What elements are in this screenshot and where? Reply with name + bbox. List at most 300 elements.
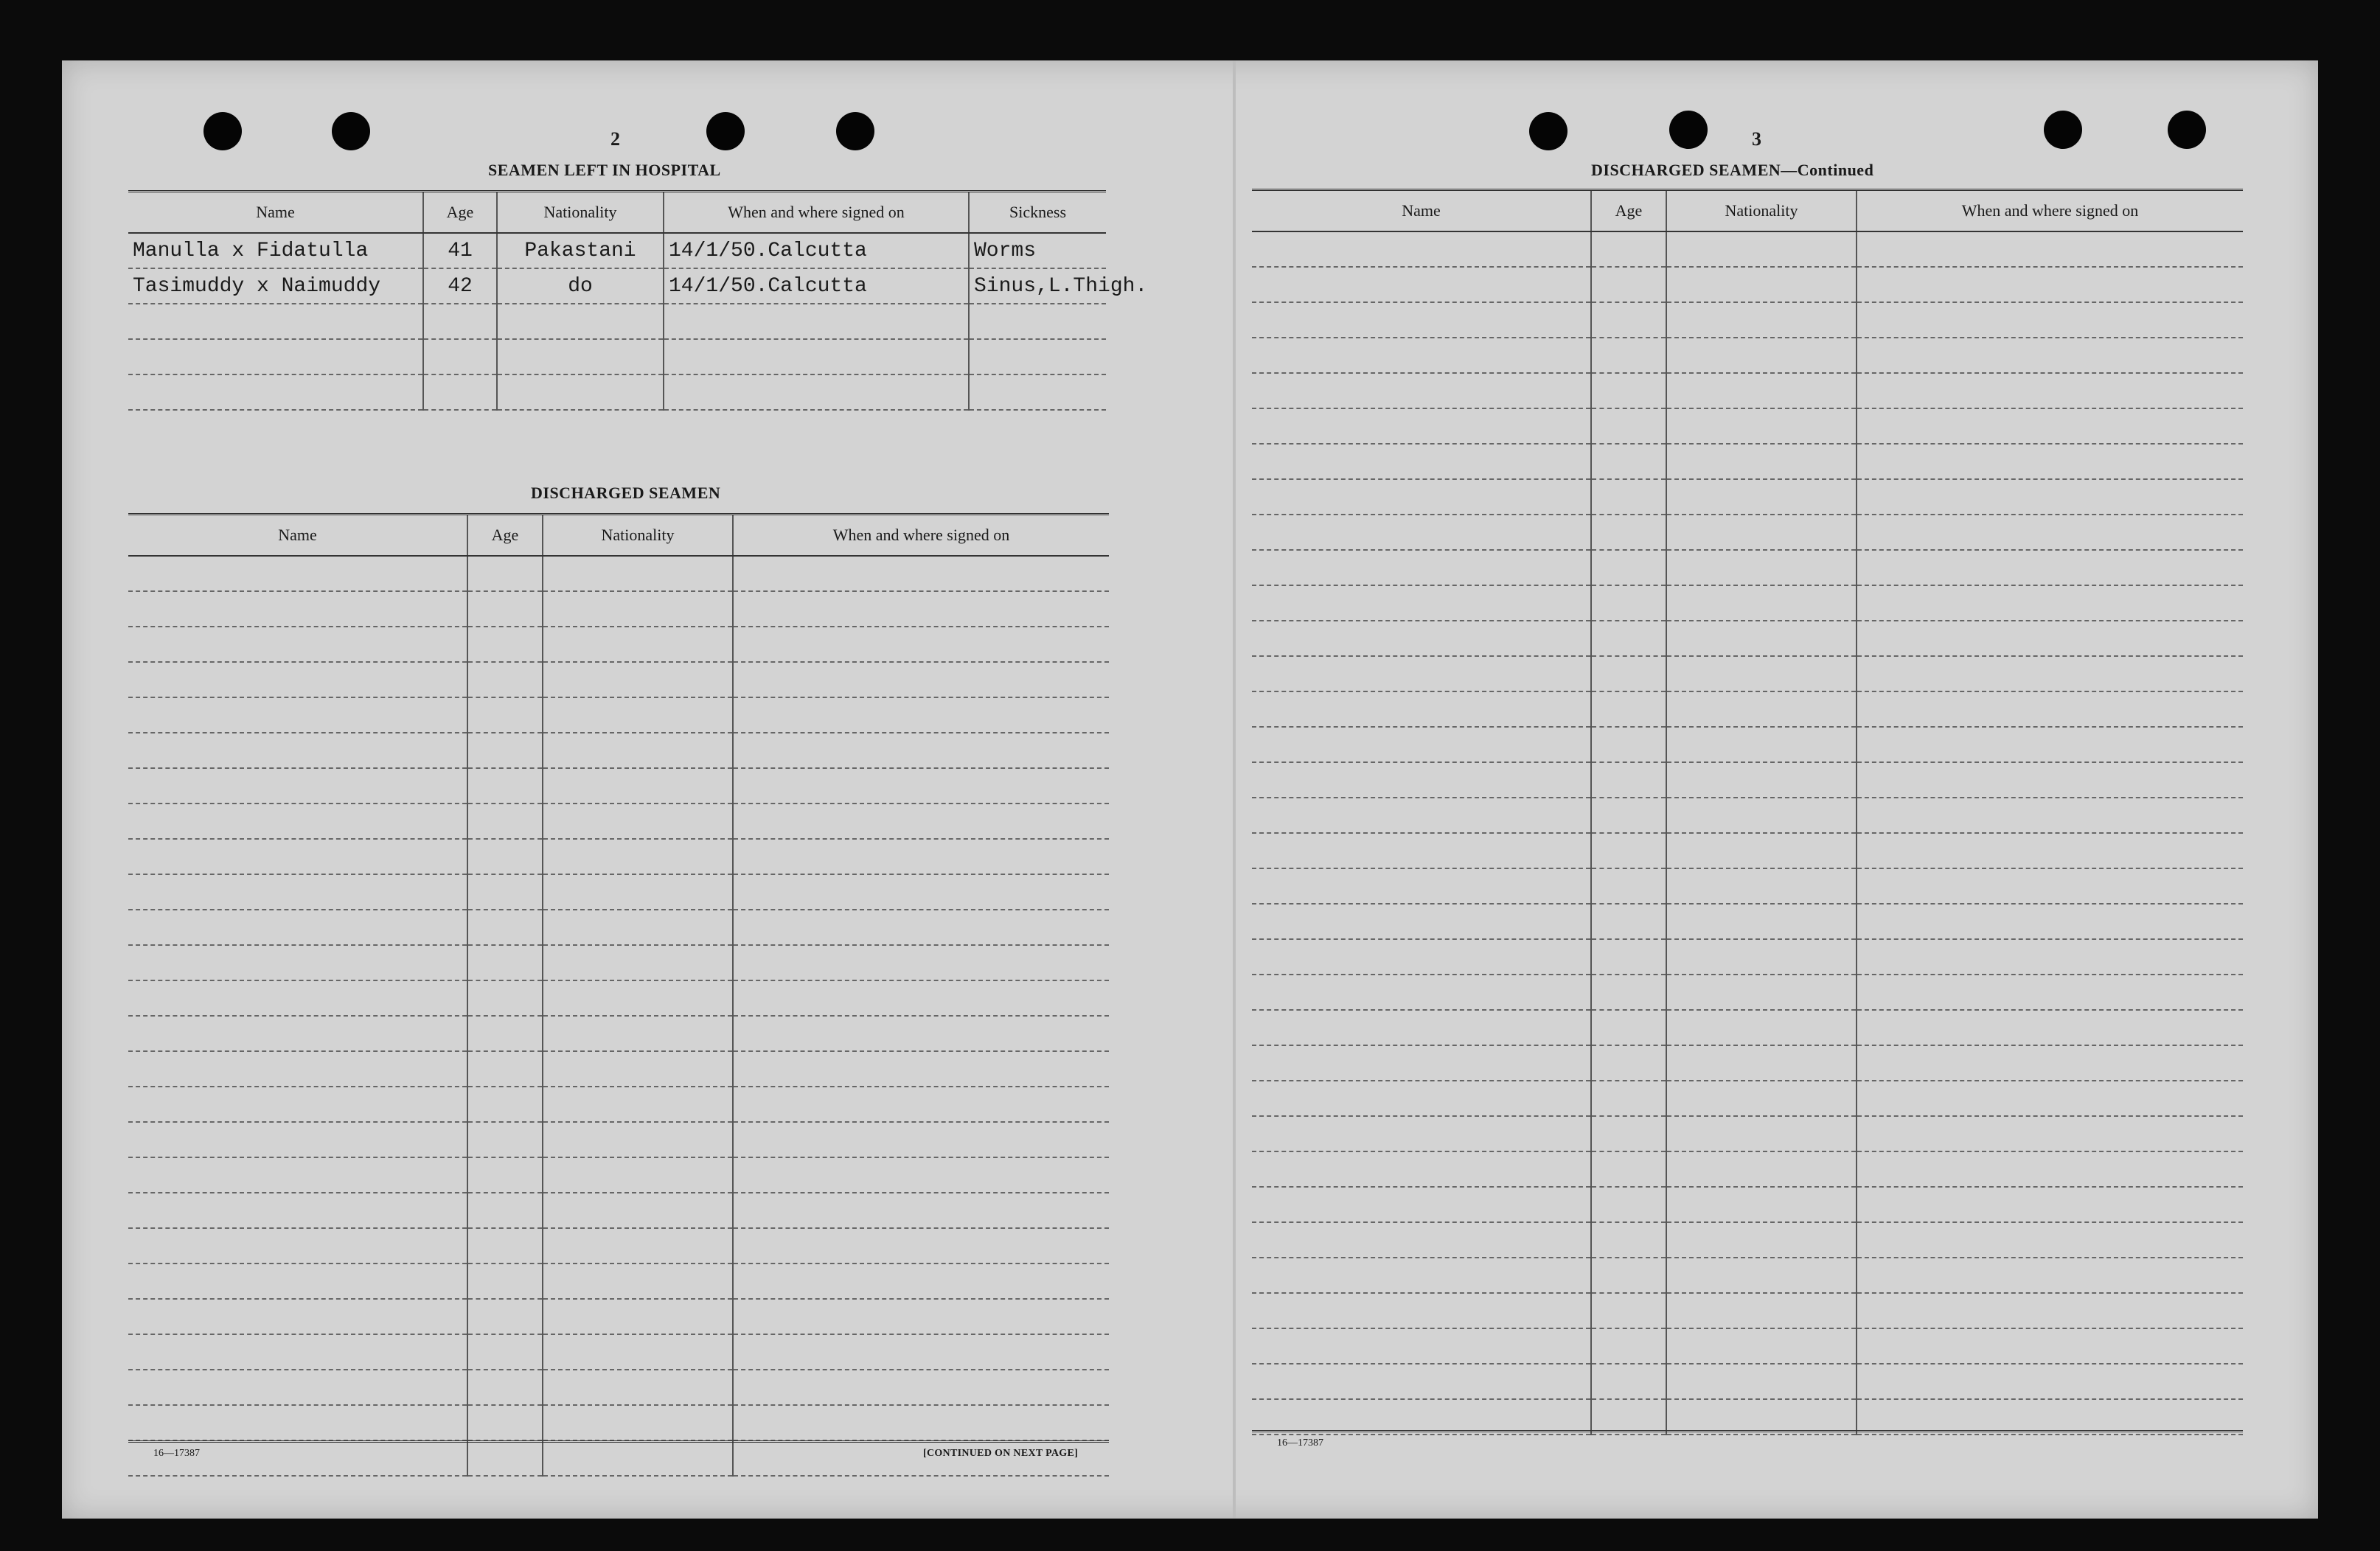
blank-row (1252, 656, 2243, 691)
blank-cell (128, 1051, 467, 1087)
blank-row (1252, 1258, 2243, 1293)
cell-name (128, 339, 423, 374)
blank-cell (1666, 868, 1857, 904)
table-row (128, 374, 1106, 410)
blank-cell (128, 1157, 467, 1193)
blank-cell (128, 1405, 467, 1440)
blank-cell (1591, 621, 1666, 656)
blank-row (1252, 1187, 2243, 1222)
blank-cell (1666, 231, 1857, 267)
blank-cell (543, 1264, 733, 1299)
cell-signed-on: 14/1/50.Calcutta (664, 233, 969, 268)
cell-age (423, 374, 497, 410)
blank-cell (1591, 1222, 1666, 1258)
blank-row (128, 733, 1109, 768)
blank-cell (733, 1228, 1109, 1264)
blank-cell (1857, 868, 2243, 904)
blank-cell (1666, 727, 1857, 762)
blank-cell (543, 733, 733, 768)
blank-cell (543, 1228, 733, 1264)
blank-cell (543, 1370, 733, 1405)
blank-cell (1857, 1151, 2243, 1187)
blank-cell (1857, 408, 2243, 444)
blank-cell (467, 804, 543, 839)
punch-hole (2044, 111, 2082, 149)
column-header-signed-on: When and where signed on (733, 515, 1109, 557)
blank-row (1252, 373, 2243, 408)
blank-cell (1666, 1010, 1857, 1045)
blank-cell (543, 1087, 733, 1122)
cell-age (423, 339, 497, 374)
blank-cell (1252, 338, 1591, 373)
blank-cell (128, 1193, 467, 1228)
blank-cell (1252, 1222, 1591, 1258)
blank-cell (733, 1334, 1109, 1370)
page-number: 2 (610, 128, 620, 150)
blank-cell (467, 591, 543, 627)
blank-cell (128, 874, 467, 910)
blank-cell (128, 1299, 467, 1334)
blank-cell (1591, 550, 1666, 585)
blank-cell (128, 910, 467, 945)
blank-cell (733, 627, 1109, 662)
blank-cell (1252, 231, 1591, 267)
blank-cell (1591, 868, 1666, 904)
cell-nationality (497, 304, 664, 339)
blank-row (128, 1334, 1109, 1370)
blank-cell (1666, 479, 1857, 515)
blank-cell (1252, 762, 1591, 798)
blank-cell (467, 1016, 543, 1051)
cell-age: 42 (423, 268, 497, 304)
blank-row (1252, 231, 2243, 267)
blank-cell (1252, 691, 1591, 727)
blank-row (128, 1193, 1109, 1228)
table-row (128, 339, 1106, 374)
blank-cell (1857, 1010, 2243, 1045)
blank-row (1252, 408, 2243, 444)
blank-cell (733, 1087, 1109, 1122)
blank-row (1252, 302, 2243, 338)
blank-cell (1591, 1151, 1666, 1187)
blank-row (128, 556, 1109, 591)
blank-row (128, 768, 1109, 804)
blank-cell (543, 945, 733, 980)
blank-cell (1591, 762, 1666, 798)
blank-cell (1252, 621, 1591, 656)
blank-cell (1252, 1081, 1591, 1116)
column-header-signed-on: When and where signed on (664, 192, 969, 234)
blank-row (1252, 1328, 2243, 1364)
blank-cell (1857, 1045, 2243, 1081)
blank-cell (1857, 479, 2243, 515)
blank-cell (128, 1087, 467, 1122)
document-sheet (62, 60, 2318, 1519)
blank-cell (1252, 1010, 1591, 1045)
blank-cell (1666, 1399, 1857, 1435)
blank-cell (1252, 408, 1591, 444)
blank-cell (1252, 1187, 1591, 1222)
cell-name (128, 304, 423, 339)
cell-sickness: Worms (969, 233, 1106, 268)
blank-cell (1857, 762, 2243, 798)
blank-cell (1252, 1293, 1591, 1328)
blank-cell (1857, 621, 2243, 656)
blank-cell (1857, 515, 2243, 550)
blank-cell (1252, 1258, 1591, 1293)
blank-cell (467, 1264, 543, 1299)
blank-cell (733, 1193, 1109, 1228)
blank-cell (1252, 1151, 1591, 1187)
blank-cell (1591, 798, 1666, 833)
bottom-rule (1252, 1430, 2243, 1432)
blank-cell (1857, 1364, 2243, 1399)
table-row (128, 268, 1106, 304)
blank-cell (733, 945, 1109, 980)
blank-cell (1591, 444, 1666, 479)
blank-cell (1252, 1116, 1591, 1151)
blank-cell (733, 874, 1109, 910)
discharged-table-right (1252, 189, 2243, 1435)
blank-cell (543, 591, 733, 627)
blank-cell (128, 1264, 467, 1299)
table-header-row (1252, 190, 2243, 232)
blank-cell (543, 839, 733, 874)
blank-cell (1591, 1399, 1666, 1435)
cell-sickness: Sinus,L.Thigh. (969, 268, 1106, 304)
blank-cell (1666, 975, 1857, 1010)
blank-row (1252, 515, 2243, 550)
blank-row (128, 1370, 1109, 1405)
blank-cell (543, 980, 733, 1016)
blank-cell (1252, 444, 1591, 479)
blank-row (128, 1264, 1109, 1299)
blank-cell (733, 1370, 1109, 1405)
blank-cell (543, 1405, 733, 1440)
blank-cell (128, 804, 467, 839)
blank-row (128, 662, 1109, 697)
blank-cell (543, 1334, 733, 1370)
blank-row (128, 1016, 1109, 1051)
blank-cell (1666, 1364, 1857, 1399)
blank-row (128, 1299, 1109, 1334)
blank-cell (1591, 975, 1666, 1010)
blank-cell (1591, 302, 1666, 338)
blank-cell (1252, 904, 1591, 939)
blank-cell (1666, 408, 1857, 444)
blank-cell (1857, 1328, 2243, 1364)
blank-row (128, 1405, 1109, 1440)
blank-cell (543, 627, 733, 662)
column-header-age: Age (423, 192, 497, 234)
blank-cell (1666, 1151, 1857, 1187)
blank-cell (1857, 1081, 2243, 1116)
blank-cell (1252, 727, 1591, 762)
blank-cell (1857, 939, 2243, 975)
blank-cell (543, 662, 733, 697)
blank-cell (128, 733, 467, 768)
blank-cell (1857, 1222, 2243, 1258)
blank-row (128, 804, 1109, 839)
blank-cell (128, 1228, 467, 1264)
blank-cell (1591, 1364, 1666, 1399)
bottom-rule (128, 1440, 1109, 1443)
blank-cell (1252, 833, 1591, 868)
blank-cell (543, 1122, 733, 1157)
blank-cell (467, 1157, 543, 1193)
blank-cell (128, 697, 467, 733)
blank-cell (1666, 1293, 1857, 1328)
blank-cell (1252, 585, 1591, 621)
blank-cell (467, 910, 543, 945)
blank-row (1252, 338, 2243, 373)
blank-cell (1666, 515, 1857, 550)
blank-row (1252, 444, 2243, 479)
column-header-name: Name (1252, 190, 1591, 232)
blank-cell (1666, 1081, 1857, 1116)
blank-cell (543, 1157, 733, 1193)
cell-nationality (497, 339, 664, 374)
blank-cell (1591, 515, 1666, 550)
blank-cell (1857, 904, 2243, 939)
blank-cell (1666, 1328, 1857, 1364)
blank-row (128, 591, 1109, 627)
cell-signed-on (664, 339, 969, 374)
blank-cell (733, 768, 1109, 804)
punch-hole (1669, 111, 1708, 149)
blank-cell (733, 1264, 1109, 1299)
blank-row (1252, 1293, 2243, 1328)
blank-row (1252, 1116, 2243, 1151)
blank-cell (1666, 621, 1857, 656)
blank-cell (1857, 1187, 2243, 1222)
blank-row (128, 697, 1109, 733)
blank-cell (1857, 975, 2243, 1010)
blank-cell (733, 697, 1109, 733)
blank-cell (128, 556, 467, 591)
blank-row (1252, 762, 2243, 798)
blank-cell (467, 1051, 543, 1087)
blank-cell (1857, 550, 2243, 585)
blank-row (1252, 868, 2243, 904)
blank-cell (1666, 939, 1857, 975)
blank-row (128, 1087, 1109, 1122)
blank-cell (1666, 1045, 1857, 1081)
blank-cell (1591, 1293, 1666, 1328)
blank-cell (467, 980, 543, 1016)
cell-nationality: Pakastani (497, 233, 664, 268)
discharged-table-left (128, 513, 1109, 1477)
blank-cell (1666, 373, 1857, 408)
blank-cell (1252, 373, 1591, 408)
cell-nationality (497, 374, 664, 410)
blank-cell (543, 910, 733, 945)
blank-cell (1252, 515, 1591, 550)
blank-cell (128, 1334, 467, 1370)
blank-cell (467, 556, 543, 591)
blank-row (128, 910, 1109, 945)
blank-cell (1591, 727, 1666, 762)
blank-cell (1252, 1328, 1591, 1364)
punch-hole (2168, 111, 2206, 149)
blank-cell (1591, 939, 1666, 975)
blank-cell (1591, 1187, 1666, 1222)
blank-cell (1666, 550, 1857, 585)
blank-row (128, 1122, 1109, 1157)
column-header-age: Age (1591, 190, 1666, 232)
blank-cell (128, 591, 467, 627)
blank-row (1252, 975, 2243, 1010)
blank-cell (1252, 302, 1591, 338)
blank-cell (733, 1122, 1109, 1157)
blank-cell (1857, 1258, 2243, 1293)
blank-cell (543, 1016, 733, 1051)
blank-row (1252, 1364, 2243, 1399)
blank-cell (1857, 833, 2243, 868)
blank-cell (1591, 479, 1666, 515)
blank-cell (1591, 904, 1666, 939)
cell-signed-on: 14/1/50.Calcutta (664, 268, 969, 304)
discharged-continued-title (1591, 161, 1873, 180)
blank-cell (128, 627, 467, 662)
blank-cell (1591, 1045, 1666, 1081)
blank-cell (543, 1051, 733, 1087)
blank-row (128, 1228, 1109, 1264)
blank-cell (1857, 444, 2243, 479)
blank-row (1252, 727, 2243, 762)
blank-cell (467, 662, 543, 697)
punch-hole (203, 112, 242, 150)
column-header-signed-on: When and where signed on (1857, 190, 2243, 232)
blank-cell (128, 768, 467, 804)
blank-cell (1252, 1399, 1591, 1435)
blank-cell (543, 1299, 733, 1334)
cell-nationality: do (497, 268, 664, 304)
cell-sickness (969, 374, 1106, 410)
cell-name: Tasimuddy x Naimuddy (128, 268, 423, 304)
blank-cell (467, 1440, 543, 1476)
blank-cell (1252, 656, 1591, 691)
blank-cell (1857, 373, 2243, 408)
blank-cell (733, 1299, 1109, 1334)
hospital-table (128, 190, 1148, 411)
blank-cell (1666, 267, 1857, 302)
blank-cell (1591, 1010, 1666, 1045)
blank-cell (1666, 833, 1857, 868)
column-header-name: Name (128, 515, 467, 557)
cell-sickness (969, 339, 1106, 374)
blank-cell (1252, 975, 1591, 1010)
blank-cell (467, 1370, 543, 1405)
blank-cell (128, 839, 467, 874)
blank-cell (1857, 338, 2243, 373)
blank-cell (1591, 585, 1666, 621)
blank-row (1252, 585, 2243, 621)
blank-cell (1666, 1258, 1857, 1293)
blank-row (1252, 621, 2243, 656)
blank-cell (1666, 338, 1857, 373)
blank-cell (543, 874, 733, 910)
blank-cell (1252, 479, 1591, 515)
blank-cell (1591, 338, 1666, 373)
blank-cell (467, 627, 543, 662)
blank-cell (1666, 904, 1857, 939)
blank-row (1252, 479, 2243, 515)
blank-row (1252, 1010, 2243, 1045)
cell-age: 41 (423, 233, 497, 268)
blank-row (128, 627, 1109, 662)
blank-cell (1857, 1399, 2243, 1435)
blank-cell (1591, 833, 1666, 868)
column-header-sickness: Sickness (969, 192, 1106, 234)
blank-row (1252, 1399, 2243, 1435)
blank-cell (1857, 798, 2243, 833)
hospital-section-title: SEAMEN LEFT IN HOSPITAL (488, 161, 721, 179)
blank-cell (1591, 408, 1666, 444)
blank-cell (467, 839, 543, 874)
cell-name (128, 374, 423, 410)
blank-row (1252, 1151, 2243, 1187)
blank-cell (1591, 267, 1666, 302)
form-code: 16—17387 (153, 1448, 200, 1459)
blank-cell (1252, 267, 1591, 302)
blank-cell (733, 910, 1109, 945)
blank-row (128, 980, 1109, 1016)
blank-cell (1252, 868, 1591, 904)
blank-cell (128, 1370, 467, 1405)
title-main: DISCHARGED SEAMEN (1591, 161, 1781, 179)
blank-cell (467, 1299, 543, 1334)
blank-cell (1591, 231, 1666, 267)
blank-row (1252, 904, 2243, 939)
blank-cell (543, 1440, 733, 1476)
blank-row (1252, 691, 2243, 727)
blank-cell (1666, 762, 1857, 798)
blank-cell (1666, 585, 1857, 621)
blank-cell (467, 874, 543, 910)
discharged-section-title: DISCHARGED SEAMEN (531, 484, 721, 502)
column-header-nationality: Nationality (1666, 190, 1857, 232)
blank-cell (1591, 373, 1666, 408)
blank-row (1252, 1045, 2243, 1081)
blank-cell (1666, 656, 1857, 691)
blank-cell (128, 1122, 467, 1157)
blank-cell (1857, 727, 2243, 762)
blank-row (128, 1157, 1109, 1193)
blank-cell (1666, 302, 1857, 338)
column-header-nationality: Nationality (497, 192, 664, 234)
cell-sickness (969, 304, 1106, 339)
blank-cell (1591, 1328, 1666, 1364)
blank-cell (128, 980, 467, 1016)
blank-cell (543, 1193, 733, 1228)
blank-cell (1591, 656, 1666, 691)
blank-row (128, 1051, 1109, 1087)
blank-row (1252, 939, 2243, 975)
blank-cell (467, 1087, 543, 1122)
continued-note: [CONTINUED ON NEXT PAGE] (923, 1448, 1079, 1459)
blank-cell (128, 1016, 467, 1051)
blank-row (128, 874, 1109, 910)
blank-row (1252, 1081, 2243, 1116)
blank-cell (1857, 1116, 2243, 1151)
table-header-row (128, 192, 1106, 234)
cell-signed-on (664, 304, 969, 339)
blank-row (1252, 833, 2243, 868)
blank-cell (543, 556, 733, 591)
column-header-nationality: Nationality (543, 515, 733, 557)
blank-cell (1252, 798, 1591, 833)
